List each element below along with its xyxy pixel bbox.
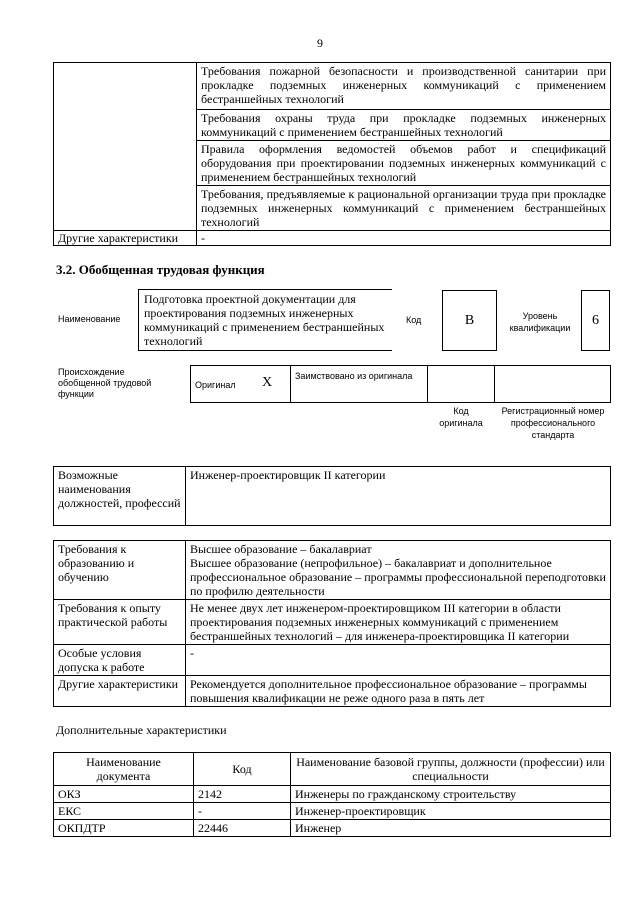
other-req-label: Другие характеристики [54,676,186,707]
additional-table [53,752,611,837]
code-original-label: Код оригинала [439,406,483,428]
table-row [54,63,611,110]
table-row [54,803,611,820]
table-header-row [54,753,611,786]
conditions-label: Особые условия допуска к работе [54,645,186,676]
table-row [54,541,611,600]
origin-label: Происхождение обобщенной трудовой функции [58,367,152,399]
positions-table [53,466,611,526]
table-row [54,600,611,645]
table-cell: - [194,803,291,820]
header-group: Наименование базовой группы, должности (профессии) или специальности [291,753,611,786]
blank-cell [54,63,197,231]
other-label: Другие характеристики [54,231,197,246]
table-cell: Инженеры по гражданскому строительству [291,786,611,803]
conditions-value: - [186,645,611,676]
function-name-box [138,289,392,351]
table-row [54,676,611,707]
positions-label: Возможные наименования должностей, профессий [54,467,186,526]
table-cell: Инженер-проектировщик [291,803,611,820]
page-number: 9 [317,36,323,50]
table-cell: 2142 [194,786,291,803]
table-row [54,820,611,837]
borrowed-label: Заимствовано из оригинала [295,371,413,381]
education-label: Требования к образованию и обучению [54,541,186,600]
other-req-value: Рекомендуется дополнительное профессиональное образование – программы повышения квалификации не реже одного раза в пять лет [186,676,611,707]
header-code: Код [194,753,291,786]
table-cell: Инженер [291,820,611,837]
table-row [54,786,611,803]
code-box [442,290,497,351]
level-label: Уровень квалификации [509,311,571,333]
section-heading: 3.2. Обобщенная трудовая функция [56,262,265,277]
other-value: - [197,231,611,246]
table-row [54,467,611,526]
header-document: Наименование документа [54,753,194,786]
divider [494,365,495,403]
table-cell: ЕКС [54,803,194,820]
table-cell: Требования пожарной безопасности и производственной санитарии при прокладке подземных инженерных коммуникаций с применением бестраншейных технологий [197,63,611,110]
table-cell: Требования охраны труда при прокладке подземных инженерных коммуникаций с применением бестраншейных технологий [197,110,611,141]
level-value: 6 [592,313,599,328]
table-cell: 22446 [194,820,291,837]
experience-value: Не менее двух лет инженером-проектировщиком III категории в области проектирования подземных инженерных коммуникаций с применением бестраншейных технологий – для инженера-проектировщика II категории [186,600,611,645]
education-value: Высшее образование – бакалавриат Высшее образование (непрофильное) – бакалавриат и дополнительное профессиональное образование – программы профессиональной переподготовки по профилю деятельности [186,541,611,600]
additional-heading: Дополнительные характеристики [56,723,227,737]
knowledge-table [53,62,611,246]
table-cell: Правила оформления ведомостей объемов работ и спецификаций оборудования при проектировании подземных инженерных коммуникаций с применением бестраншейных технологий [197,141,611,186]
name-label: Наименование [58,314,121,324]
table-row [54,645,611,676]
original-mark: X [262,375,273,390]
level-box [581,290,610,351]
table-row [54,231,611,246]
original-label: Оригинал [195,380,236,390]
table-cell: Требования, предъявляемые к рациональной организации труда при прокладке подземных инженерных коммуникаций с применением бестраншейных технологий [197,186,611,231]
table-cell: ОКЗ [54,786,194,803]
function-name: Подготовка проектной документации для проектирования подземных инженерных коммуникаций с применением бестраншейных технологий [144,292,385,348]
code-label: Код [406,315,422,325]
table-cell: ОКПДТР [54,820,194,837]
code-value: B [464,313,475,328]
registration-label: Регистрационный номер профессионального стандарта [501,406,605,440]
experience-label: Требования к опыту практической работы [54,600,186,645]
requirements-table [53,540,611,707]
divider [427,365,428,403]
positions-value: Инженер-проектировщик II категории [186,467,611,526]
divider [290,365,291,403]
